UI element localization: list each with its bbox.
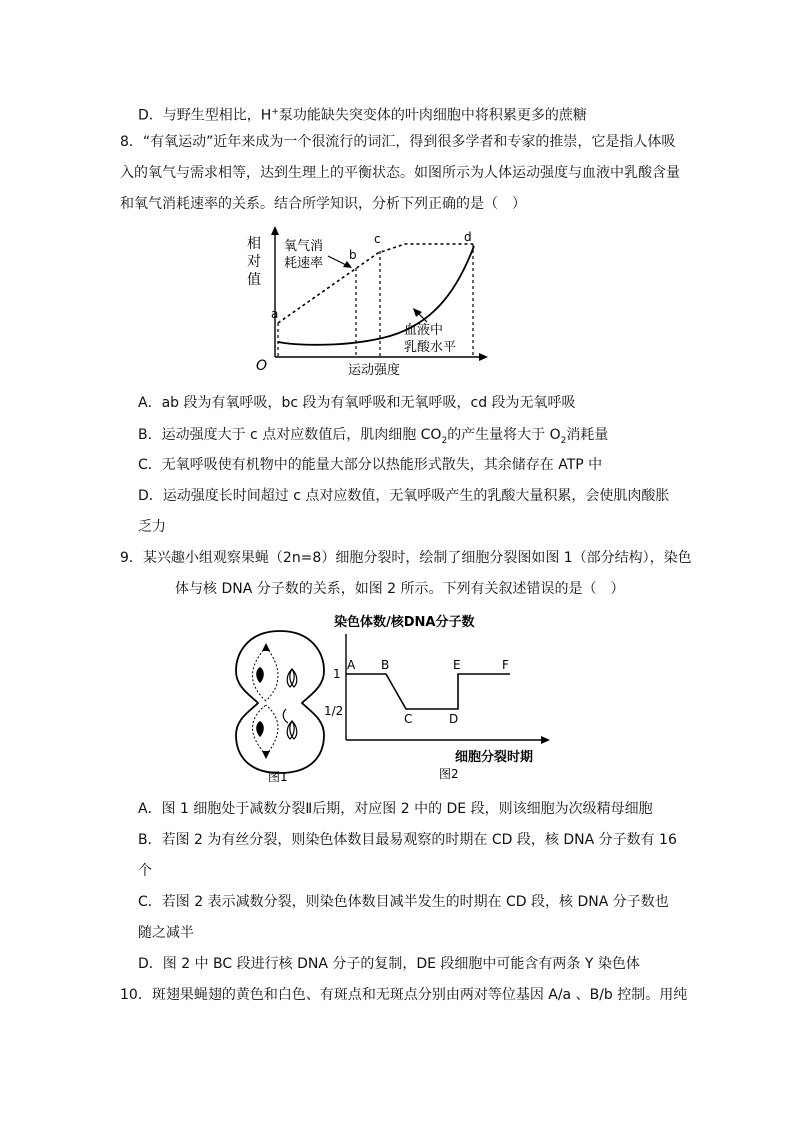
q9-stem-line2: 体与核 DNA 分子数的关系，如图 2 所示。下列有关叙述错误的是（ ） [175, 581, 625, 597]
q8-stem-line2: 入的氧气与需求相等，达到生理上的平衡状态。如图所示为人体运动强度与血液中乳酸含量 [120, 165, 680, 181]
q8-stem-line3: 和氧气消耗速率的关系。结合所学知识，分析下列正确的是（ ） [120, 196, 526, 212]
lactate-label-2: 乳酸水平 [404, 340, 457, 355]
point-d: d [464, 230, 472, 244]
lactate-label-1: 血液中 [404, 323, 444, 338]
q9-figure-1 [232, 627, 328, 785]
centrosome-bottom [262, 751, 270, 759]
spindle-right-bottom [266, 705, 278, 755]
q8-figure [240, 226, 500, 382]
origin-label: O [256, 358, 268, 374]
y-label-3: 值 [247, 272, 261, 288]
fig2-point-b: B [381, 658, 390, 672]
y-label-1: 相 [247, 236, 261, 252]
chromosome-top-right [287, 669, 297, 687]
x-axis-arrow [479, 353, 488, 361]
q9-option-b-line1: B．若图 2 为有丝分裂，则染色体数目最易观察的时期在 CD 段，核 DNA 分子数有 16 [138, 832, 677, 848]
fig2-x-label: 细胞分裂时期 [455, 750, 534, 765]
point-b: b [349, 248, 357, 262]
q9-option-c-line2: 随之减半 [138, 925, 194, 941]
chromosome-bottom-right [287, 721, 297, 739]
x-label: 运动强度 [348, 363, 401, 378]
y-axis-arrow [271, 226, 279, 235]
fig2-point-d: D [449, 712, 459, 726]
o2-label-2: 耗速率 [284, 256, 324, 271]
fig1-caption-inline: 图1 [268, 770, 288, 784]
q8-option-b: B．运动强度大于 c 点对应数值后，肌肉细胞 $CO_2$的产生量将大于 $O_2$消耗量 [138, 427, 609, 446]
fig2-point-e: E [453, 658, 461, 672]
o2-label-1: 氧气消 [284, 239, 324, 254]
q7-option-d: D．与野生型相比，H+泵功能缺失突变体的叶肉细胞中将积累更多的蔗糖 [138, 107, 587, 124]
q9-option-d: D．图 2 中 BC 段进行核 DNA 分子的复制，DE 段细胞中可能含有两条 Y 染色体 [138, 956, 640, 972]
point-c: c [374, 232, 381, 246]
q8-option-d-line2: 乏力 [138, 519, 166, 535]
q9-option-a: A．图 1 细胞处于减数分裂Ⅱ后期，对应图 2 中的 DE 段，则该细胞为次级精母细胞 [138, 801, 653, 817]
chromosome-top-left [256, 667, 264, 683]
fig2-title: 染色体数/核DNA分子数 [334, 615, 475, 630]
chromosome-bottom-left [256, 721, 264, 737]
q8-option-a: A．ab 段为有氧呼吸，bc 段为有氧呼吸和无氧呼吸，cd 段为无氧呼吸 [138, 395, 576, 411]
q9-figure-2 [320, 610, 556, 786]
fig2-caption: 图2 [439, 767, 459, 781]
fig2-tick-half: 1/2 [324, 704, 344, 718]
q8-stem-line1: 8．“有氧运动”近年来成为一个很流行的词汇，得到很多学者和专家的推崇，它是指人体吸 [120, 134, 676, 150]
point-a: a [271, 307, 279, 321]
fig2-point-f: F [502, 658, 509, 672]
q8-option-d-line1: D．运动强度长时间超过 c 点对应数值，无氧呼吸产生的乳酸大量积累，会使肌肉酸胀 [138, 488, 670, 504]
spindle-right-top [266, 647, 278, 701]
y-label-2: 对 [247, 254, 261, 270]
fig2-point-c: C [404, 712, 413, 726]
q8-option-c: C．无氧呼吸使有机物中的能量大部分以热能形式散失，其余储存在 ATP 中 [138, 457, 603, 473]
fig2-x-arrow [541, 736, 550, 744]
q9-option-c-line1: C．若图 2 表示减数分裂，则染色体数目减半发生的时期在 CD 段，核 DNA 分子数也 [138, 894, 669, 910]
q9-option-b-line2: 个 [138, 863, 152, 879]
cell-membrane [236, 631, 324, 773]
fig2-point-a: A [347, 658, 356, 672]
centrosome-top [262, 643, 270, 651]
q10-stem-line1: 10．斑翅果蝇翅的黄色和白色、有斑点和无斑点分别由两对等位基因 A/a 、B/b 控制。用纯 [120, 987, 688, 1003]
fig2-ratio-line [346, 674, 510, 709]
q9-stem-line1: 9．某兴趣小组观察果蝇（2n=8）细胞分裂时，绘制了细胞分裂图如图 1（部分结构），染色 [120, 550, 692, 566]
chromosome-bottom-right-arm [283, 709, 288, 723]
fig2-tick-1: 1 [333, 667, 341, 681]
